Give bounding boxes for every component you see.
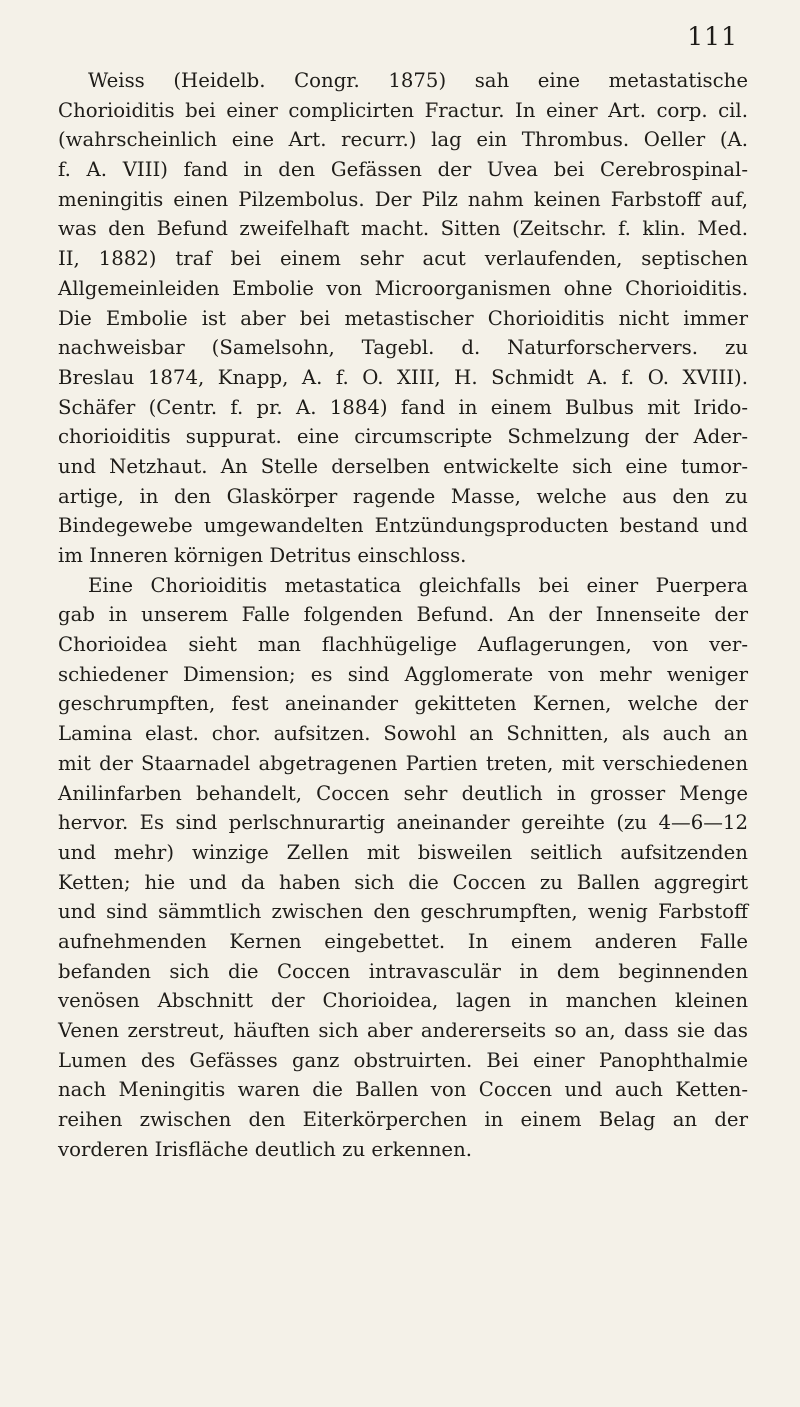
text-line: artige, in den Glaskörper ragende Masse, welche aus den zu	[58, 484, 748, 508]
text-line: Schäfer (Centr. f. pr. A. 1884) fand in einem Bulbus mit Irido-	[58, 395, 748, 419]
page-number: 111	[687, 22, 738, 51]
text-line: f. A. VIII) fand in den Gefässen der Uvea bei Cerebrospinal-	[58, 158, 748, 182]
text-line: und sind sämmtlich zwischen den geschrumpften, wenig Farbstoff	[58, 900, 748, 924]
text-line: aufnehmenden Kernen eingebettet. In einem anderen Falle	[58, 929, 748, 953]
text-line: Anilinfarben behandelt, Coccen sehr deutlich in grosser Menge	[58, 781, 748, 805]
text-line: Bindegewebe umgewandelten Entzündungsproducten bestand und	[58, 514, 748, 538]
text-line: und Netzhaut. An Stelle derselben entwickelte sich eine tumor-	[58, 454, 748, 478]
text-line: Chorioiditis bei einer complicirten Fractur. In einer Art. corp. cil.	[58, 98, 748, 122]
body-text	[58, 66, 748, 1164]
text-line: vorderen Irisfläche deutlich zu erkennen.	[58, 1137, 473, 1161]
text-line: Eine Chorioiditis metastatica gleichfalls bei einer Puerpera	[88, 573, 748, 597]
text-line: schiedener Dimension; es sind Agglomerate von mehr weniger	[58, 662, 748, 686]
text-line: im Inneren körnigen Detritus einschloss.	[58, 544, 467, 567]
text-line: hervor. Es sind perlschnurartig aneinander gereihte (zu 4—6—12	[58, 811, 748, 835]
text-line: geschrumpften, fest aneinander gekitteten Kernen, welche der	[58, 692, 748, 716]
text-line: Lamina elast. chor. aufsitzen. Sowohl an Schnitten, als auch an	[58, 722, 748, 746]
text-line: Chorioidea sieht man flachhügelige Auflagerungen, von ver-	[58, 633, 748, 657]
text-line: und mehr) winzige Zellen mit bisweilen seitlich aufsitzenden	[58, 840, 748, 864]
text-line: Lumen des Gefässes ganz obstruirten. Bei einer Panophthalmie	[58, 1048, 748, 1072]
text-line: Allgemeinleiden Embolie von Microorganismen ohne Chorioiditis.	[58, 276, 748, 300]
text-line: Weiss (Heidelb. Congr. 1875) sah eine metastatische	[88, 69, 748, 92]
text-line: Die Embolie ist aber bei metastischer Chorioiditis nicht immer	[58, 306, 748, 330]
text-line: Breslau 1874, Knapp, A. f. O. XIII, H. Schmidt A. f. O. XVIII).	[58, 365, 748, 389]
text-line: Venen zerstreut, häuften sich aber andererseits so an, dass sie das	[58, 1019, 748, 1042]
text-line: II, 1882) traf bei einem sehr acut verlaufenden, septischen	[58, 247, 748, 271]
text-line: venösen Abschnitt der Chorioidea, lagen in manchen kleinen	[58, 989, 748, 1013]
text-line: meningitis einen Pilzembolus. Der Pilz nahm keinen Farbstoff auf,	[58, 187, 748, 211]
text-line: mit der Staarnadel abgetragenen Partien treten, mit verschiedenen	[58, 751, 748, 775]
text-line: Ketten; hie und da haben sich die Coccen zu Ballen aggregirt	[58, 870, 748, 894]
text-line: gab in unserem Falle folgenden Befund. An der Innenseite der	[58, 603, 748, 627]
text-line: (wahrscheinlich eine Art. recurr.) lag ein Thrombus. Oeller (A.	[58, 128, 748, 152]
text-line: befanden sich die Coccen intravasculär in dem beginnenden	[58, 959, 748, 983]
text-line: was den Befund zweifelhaft macht. Sitten (Zeitschr. f. klin. Med.	[58, 217, 748, 241]
text-line: reihen zwischen den Eiterkörperchen in einem Belag an der	[58, 1108, 748, 1132]
text-line: nachweisbar (Samelsohn, Tagebl. d. Naturforschervers. zu	[58, 336, 748, 360]
text-line: nach Meningitis waren die Ballen von Coccen und auch Ketten-	[58, 1078, 748, 1102]
paragraph-1	[58, 66, 748, 571]
text-line: chorioiditis suppurat. eine circumscripte Schmelzung der Ader-	[58, 425, 748, 449]
paragraph-2	[58, 571, 748, 1165]
